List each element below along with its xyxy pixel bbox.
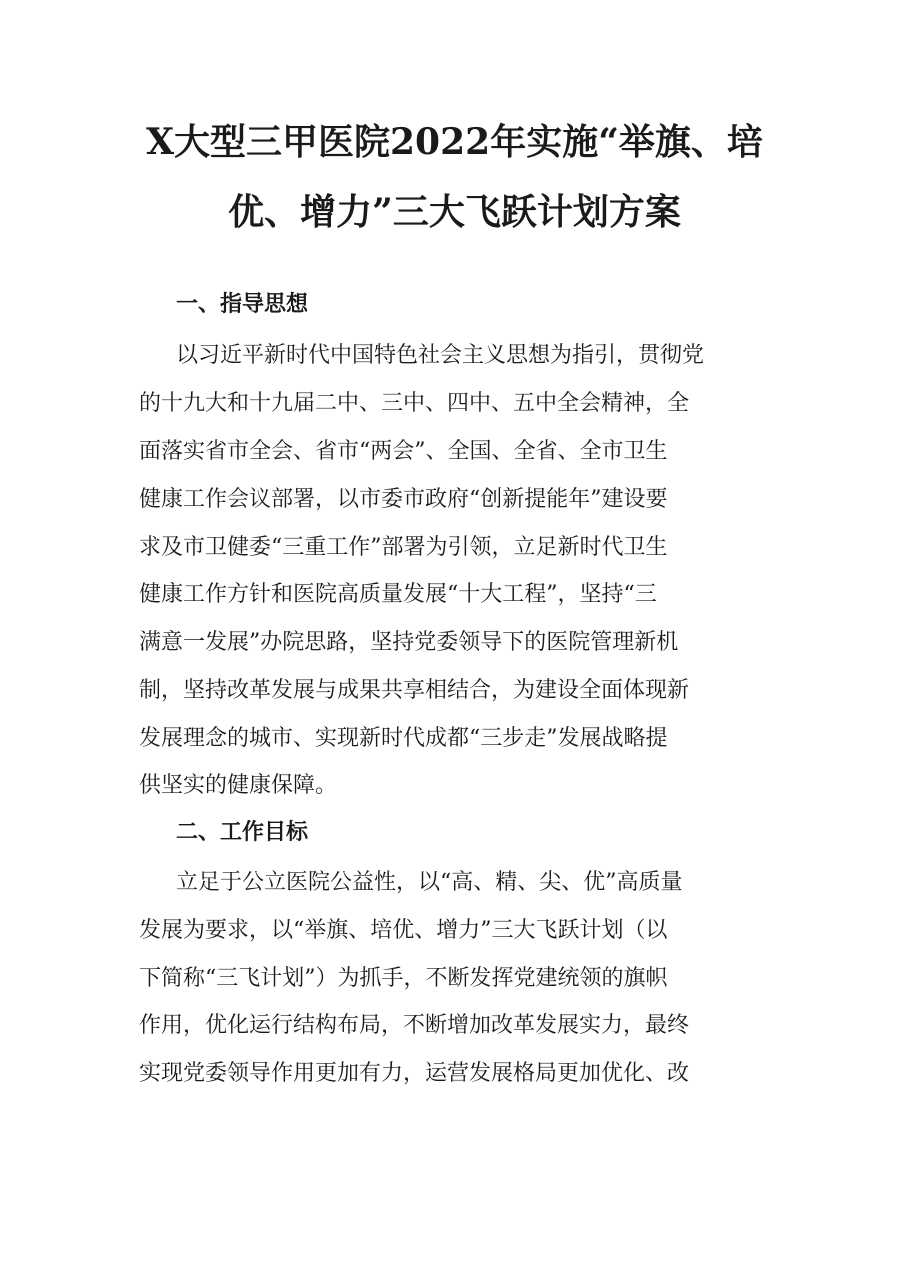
paragraph-line: 健康工作会议部署，以市委市政府“创新提能年”建设要 <box>139 487 668 512</box>
document-title-line-1: X大型三甲医院2022年实施“举旗、培 <box>146 121 763 163</box>
paragraph-line: 以习近平新时代中国特色社会主义思想为指引，贯彻党 <box>176 343 705 368</box>
document-title-line-2: 优、增力”三大飞跃计划方案 <box>228 191 681 233</box>
paragraph-line: 的十九大和十九届二中、三中、四中、五中全会精神，全 <box>139 391 690 416</box>
paragraph-line: 健康工作方针和医院高质量发展“十大工程”，坚持“三 <box>139 582 657 607</box>
paragraph-line: 作用，优化运行结构布局，不断增加改革发展实力，最终 <box>139 1013 690 1038</box>
section-heading-work-goals: 二、工作目标 <box>176 820 309 845</box>
paragraph-line: 发展为要求，以“举旗、培优、增力”三大飞跃计划（以 <box>139 918 668 943</box>
section-heading-guiding-ideology: 一、指导思想 <box>176 292 309 317</box>
paragraph-line: 立足于公立医院公益性，以“高、精、尖、优”高质量 <box>176 870 683 895</box>
paragraph-line: 满意一发展”办院思路，坚持党委领导下的医院管理新机 <box>139 630 679 655</box>
paragraph-line: 面落实省市全会、省市“两会”、全国、全省、全市卫生 <box>139 439 668 464</box>
paragraph-line: 制，坚持改革发展与成果共享相结合，为建设全面体现新 <box>139 678 690 703</box>
paragraph-line: 实现党委领导作用更加有力，运营发展格局更加优化、改 <box>139 1061 690 1086</box>
paragraph-line: 下简称“三飞计划”）为抓手，不断发挥党建统领的旗帜 <box>139 966 668 991</box>
paragraph-line: 求及市卫健委“三重工作”部署为引领，立足新时代卫生 <box>139 535 668 560</box>
paragraph-line: 供坚实的健康保障。 <box>139 773 338 798</box>
paragraph-line: 发展理念的城市、实现新时代成都“三步走”发展战略提 <box>139 726 668 751</box>
